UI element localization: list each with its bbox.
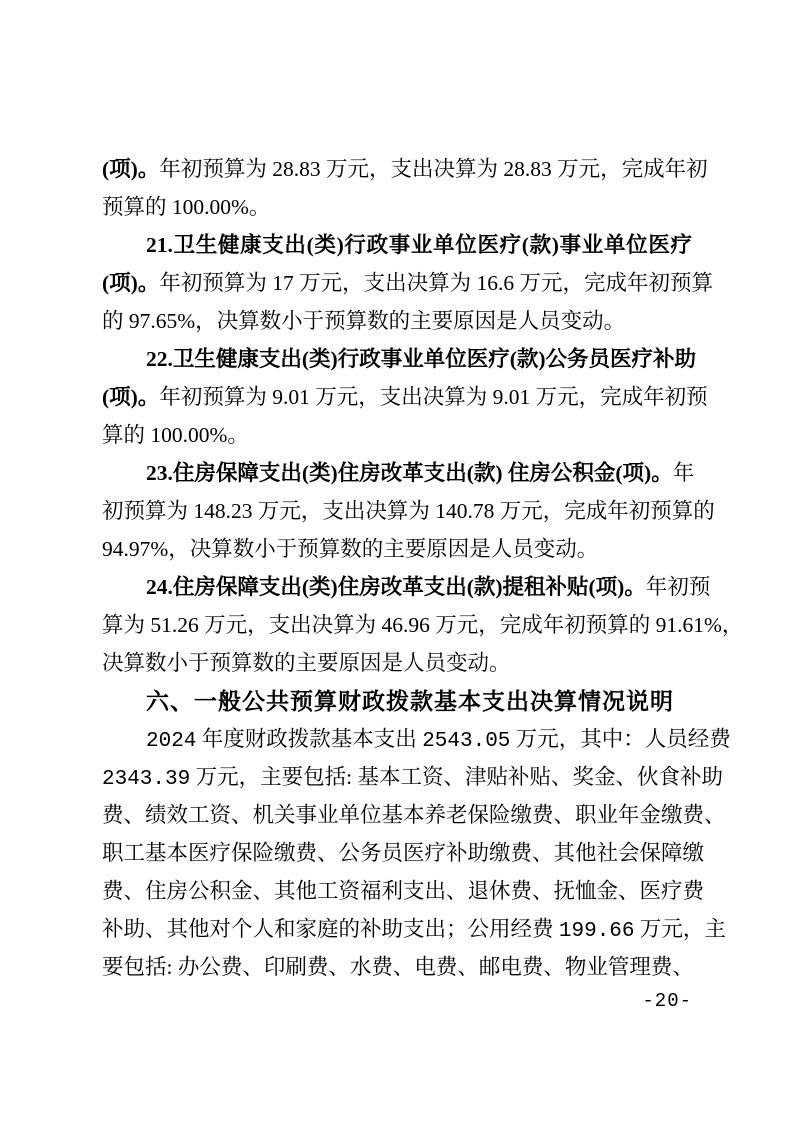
text-line bbox=[102, 188, 692, 226]
body-text: 94.97%，决算数小于预算数的主要原因是人员变动。 bbox=[102, 537, 599, 561]
text-line bbox=[102, 378, 708, 416]
item-title: (项)。 bbox=[102, 271, 160, 295]
body-text: 年度财政拨款基本支出 bbox=[196, 727, 423, 751]
item-title: 21.卫生健康支出(类)行政事业单位医疗(款)事业单位医疗 bbox=[146, 233, 692, 257]
body-text: 要包括: 办公费、印刷费、水费、电费、邮电费、物业管理费、 bbox=[102, 955, 694, 979]
text-line bbox=[102, 264, 713, 302]
text-line bbox=[102, 644, 692, 682]
body-text: 年初预 bbox=[645, 575, 711, 599]
amount-value: 2343.39 bbox=[102, 768, 191, 791]
amount-value: 2024 bbox=[146, 730, 197, 753]
item-heading-line bbox=[102, 568, 711, 606]
text-line bbox=[102, 416, 692, 454]
body-text: 补助、其他对个人和家庭的补助支出；公用经费 bbox=[102, 917, 559, 941]
item-title: (项)。 bbox=[102, 157, 160, 181]
text-line bbox=[102, 796, 726, 834]
text-line bbox=[102, 872, 705, 910]
text-line bbox=[102, 910, 726, 948]
body-text: 年 bbox=[672, 461, 695, 485]
item-heading-line bbox=[102, 340, 697, 378]
body-text: 年初预算为 28.83 万元，支出决算为 28.83 万元，完成年初 bbox=[159, 157, 708, 181]
body-text: 算的 100.00%。 bbox=[102, 423, 249, 447]
body-text: 算为 51.26 万元，支出决算为 46.96 万元，完成年初预算的 91.61%， bbox=[102, 613, 744, 637]
body-text: 预算的 100.00%。 bbox=[102, 195, 271, 219]
amount-value: 199.66 bbox=[558, 920, 635, 943]
body-text: 费、住房公积金、其他工资福利支出、退休费、抚恤金、医疗费 bbox=[102, 879, 705, 903]
body-text: 万元，主要包括: 基本工资、津贴补贴、奖金、伙食补助 bbox=[190, 765, 723, 789]
text-line bbox=[102, 720, 731, 758]
item-heading-line bbox=[102, 226, 692, 264]
item-title: (项)。 bbox=[102, 385, 160, 409]
body-text: 万元，其中：人员经费 bbox=[510, 727, 731, 751]
body-text: 初预算为 148.23 万元，支出决算为 140.78 万元，完成年初预算的 bbox=[102, 499, 715, 523]
item-title: 22.卫生健康支出(类)行政事业单位医疗(款)公务员医疗补助 bbox=[146, 347, 697, 371]
text-line bbox=[102, 758, 723, 796]
item-title: 24.住房保障支出(类)住房改革支出(款)提租补贴(项)。 bbox=[146, 575, 646, 599]
section-heading-text: 六、一般公共预算财政拨款基本支出决算情况说明 bbox=[146, 688, 674, 714]
text-line bbox=[102, 530, 692, 568]
body-text: 的 97.65%，决算数小于预算数的主要原因是人员变动。 bbox=[102, 309, 626, 333]
text-block bbox=[102, 150, 744, 1012]
body-text: 年初预算为 17 万元，支出决算为 16.6 万元，完成年初预算 bbox=[159, 271, 713, 295]
item-heading-line bbox=[102, 454, 695, 492]
page-number: -20- bbox=[642, 990, 692, 1012]
body-text: 决算数小于预算数的主要原因是人员变动。 bbox=[102, 651, 511, 675]
item-title: 23.住房保障支出(类)住房改革支出(款) 住房公积金(项)。 bbox=[146, 461, 673, 485]
text-line bbox=[102, 492, 715, 530]
text-line bbox=[102, 302, 692, 340]
body-text: 职工基本医疗保险缴费、公务员医疗补助缴费、其他社会保障缴 bbox=[102, 841, 705, 865]
body-text: 万元，主 bbox=[634, 917, 726, 941]
text-line bbox=[102, 948, 692, 986]
amount-value: 2543.05 bbox=[422, 730, 511, 753]
body-text: 费、绩效工资、机关事业单位基本养老保险缴费、职业年金缴费、 bbox=[102, 803, 726, 827]
section-heading bbox=[102, 682, 692, 720]
text-line bbox=[102, 834, 705, 872]
body-text: 年初预算为 9.01 万元，支出决算为 9.01 万元，完成年初预 bbox=[159, 385, 708, 409]
text-line bbox=[102, 150, 708, 188]
text-line bbox=[102, 606, 744, 644]
